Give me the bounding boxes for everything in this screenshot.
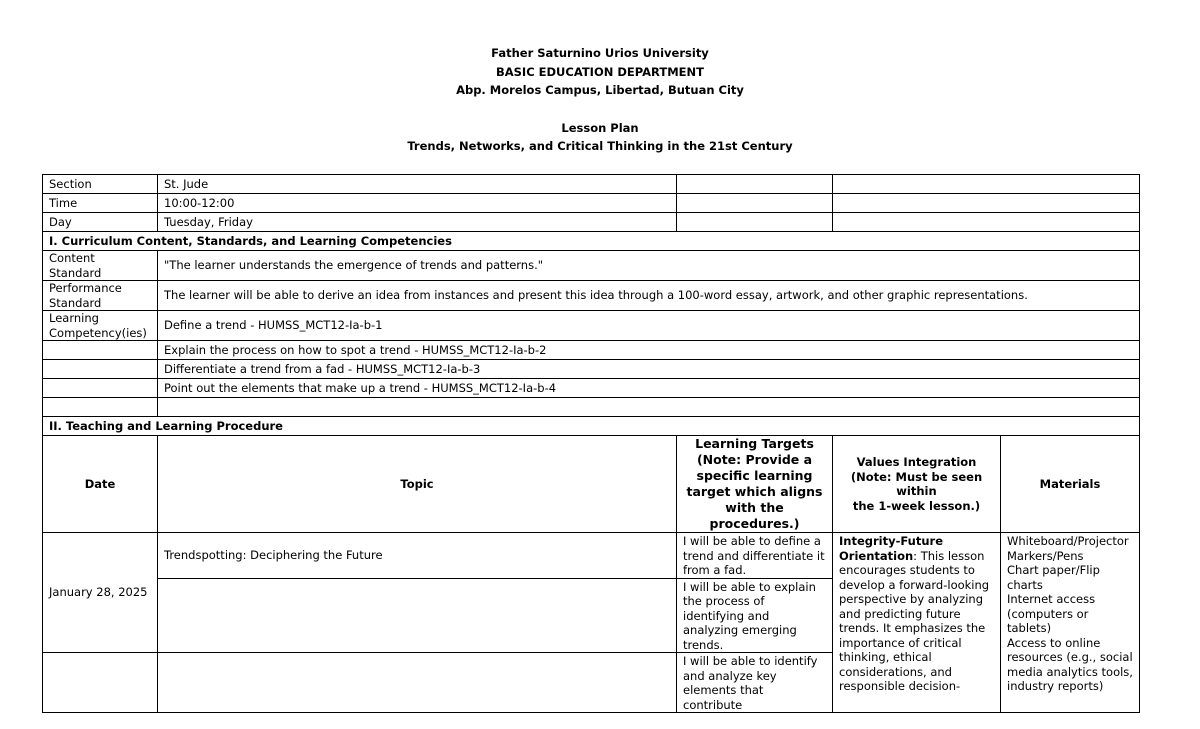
target-line: elements that contribute [683, 683, 764, 712]
column-header-materials: Materials [1001, 436, 1140, 533]
label-line: Performance [49, 281, 122, 295]
target-line: trends. [683, 637, 724, 652]
values-text: trends. It emphasizes the [839, 621, 986, 635]
time-value: 10:00-12:00 [158, 194, 677, 213]
values-text: importance of critical [839, 635, 962, 650]
day-value: Tuesday, Friday [158, 213, 677, 232]
empty-cell [43, 360, 158, 379]
competency-item: Define a trend - HUMSS_MCT12-Ia-b-1 [158, 311, 1140, 341]
section-heading-row [43, 417, 1140, 436]
performance-standard-row [43, 281, 1140, 311]
empty-cell [43, 379, 158, 398]
empty-cell [833, 213, 1140, 232]
header-line: (Note: Provide a [696, 452, 813, 467]
competency-item: Explain the process on how to spot a trend - HUMSS_MCT12-Ia-b-2 [158, 341, 1140, 360]
values-title: Integrity-Future [839, 534, 943, 548]
column-header-topic: Topic [158, 436, 677, 533]
values-text: perspective by analyzing [839, 592, 983, 606]
values-title: Orientation [839, 548, 914, 563]
time-row [43, 194, 1140, 213]
material-line: charts [1007, 577, 1043, 592]
target-line: I will be able to define a [683, 534, 821, 548]
target-line: identifying and [683, 608, 770, 623]
performance-standard-value: The learner will be able to derive an idea from instances and present this idea through a 100-word essay, artwork, and other graphic representations. [158, 281, 1140, 311]
document-header [0, 44, 1200, 156]
values-text: considerations, and [839, 664, 952, 679]
materials-cell [1001, 533, 1140, 713]
label-line: Standard [49, 265, 102, 280]
target-line: trend and differentiate it [683, 548, 825, 563]
material-line: (computers or [1007, 606, 1089, 621]
target-line: I will be able to identify [683, 654, 818, 668]
university-name: Father Saturnino Urios University [491, 46, 709, 60]
empty-cell [833, 175, 1140, 194]
blank-row [43, 398, 1140, 417]
column-header-date: Date [43, 436, 158, 533]
competency-row [43, 341, 1140, 360]
empty-cell [158, 578, 677, 653]
section-row [43, 175, 1140, 194]
section-label: Section [43, 175, 158, 194]
target-line: from a fad. [683, 563, 747, 577]
competency-item: Differentiate a trend from a fad - HUMSS_MCT12-Ia-b-3 [158, 360, 1140, 379]
header-line: target which aligns [686, 484, 823, 499]
empty-cell [833, 194, 1140, 213]
empty-cell [158, 653, 677, 713]
learning-target [677, 578, 833, 653]
content-standard-value: "The learner understands the emergence of trends and patterns." [158, 251, 1140, 281]
procedure-header-row [43, 436, 1140, 533]
empty-cell [43, 653, 158, 713]
material-line: Chart paper/Flip [1007, 563, 1100, 577]
values-text: thinking, ethical [839, 650, 932, 664]
competency-label [43, 311, 158, 341]
learning-target [677, 533, 833, 579]
label-line: Content [49, 251, 95, 265]
empty-cell [677, 194, 833, 213]
label-line: Learning [49, 311, 99, 325]
target-line: analyzing emerging [683, 623, 797, 637]
campus-address: Abp. Morelos Campus, Libertad, Butuan City [456, 83, 744, 97]
material-line: media analytics tools, [1007, 664, 1133, 679]
procedure-row [43, 533, 1140, 579]
label-line: Competency(ies) [49, 325, 147, 340]
section-heading-row [43, 232, 1140, 251]
empty-cell [677, 213, 833, 232]
column-header-values-integration [833, 436, 1001, 533]
performance-standard-label [43, 281, 158, 311]
subject-title: Trends, Networks, and Critical Thinking in the 21st Century [407, 139, 793, 153]
values-text: responsible decision- [839, 679, 961, 693]
values-text: encourages students to [839, 563, 975, 577]
time-label: Time [43, 194, 158, 213]
competency-item: Point out the elements that make up a trend - HUMSS_MCT12-Ia-b-4 [158, 379, 1140, 398]
lesson-date: January 28, 2025 [43, 533, 158, 653]
header-line: Values Integration [856, 455, 977, 469]
material-line: Markers/Pens [1007, 548, 1084, 563]
competency-row [43, 379, 1140, 398]
learning-target [677, 653, 833, 713]
competency-row [43, 311, 1140, 341]
material-line: Internet access [1007, 592, 1096, 606]
header-line: the 1-week lesson.) [852, 498, 981, 513]
target-line: and analyze key [683, 668, 777, 683]
material-line: resources (e.g., social [1007, 650, 1133, 664]
empty-cell [43, 398, 158, 417]
header-line: Learning Targets [695, 436, 814, 451]
department-name: BASIC EDUCATION DEPARTMENT [495, 64, 704, 79]
empty-cell [677, 175, 833, 194]
procedure-heading: II. Teaching and Learning Procedure [43, 417, 1140, 436]
material-line: tablets) [1007, 621, 1052, 635]
curriculum-heading: I. Curriculum Content, Standards, and Learning Competencies [43, 232, 1140, 251]
values-text: and predicting future [839, 606, 961, 621]
day-row [43, 213, 1140, 232]
target-line: I will be able to explain [683, 579, 816, 594]
label-line: Standard [49, 295, 102, 310]
header-line: specific learning [696, 468, 813, 483]
empty-cell [43, 341, 158, 360]
day-label: Day [43, 213, 158, 232]
document-type: Lesson Plan [561, 120, 639, 135]
empty-cell [158, 398, 1140, 417]
material-line: Whiteboard/Projector [1007, 534, 1129, 548]
content-standard-label [43, 251, 158, 281]
lesson-plan-table [42, 174, 1140, 713]
values-integration-cell [833, 533, 1001, 713]
target-line: the process of [683, 594, 765, 608]
column-header-learning-targets [677, 436, 833, 533]
values-text: develop a forward-looking [839, 577, 990, 592]
section-value: St. Jude [158, 175, 677, 194]
lesson-topic: Trendspotting: Deciphering the Future [158, 533, 677, 579]
competency-row [43, 360, 1140, 379]
values-text: : This lesson [913, 548, 985, 563]
material-line: industry reports) [1007, 679, 1104, 693]
content-standard-row [43, 251, 1140, 281]
material-line: Access to online [1007, 635, 1101, 650]
header-line: with the procedures.) [709, 500, 800, 531]
header-line: (Note: Must be seen within [850, 469, 983, 498]
